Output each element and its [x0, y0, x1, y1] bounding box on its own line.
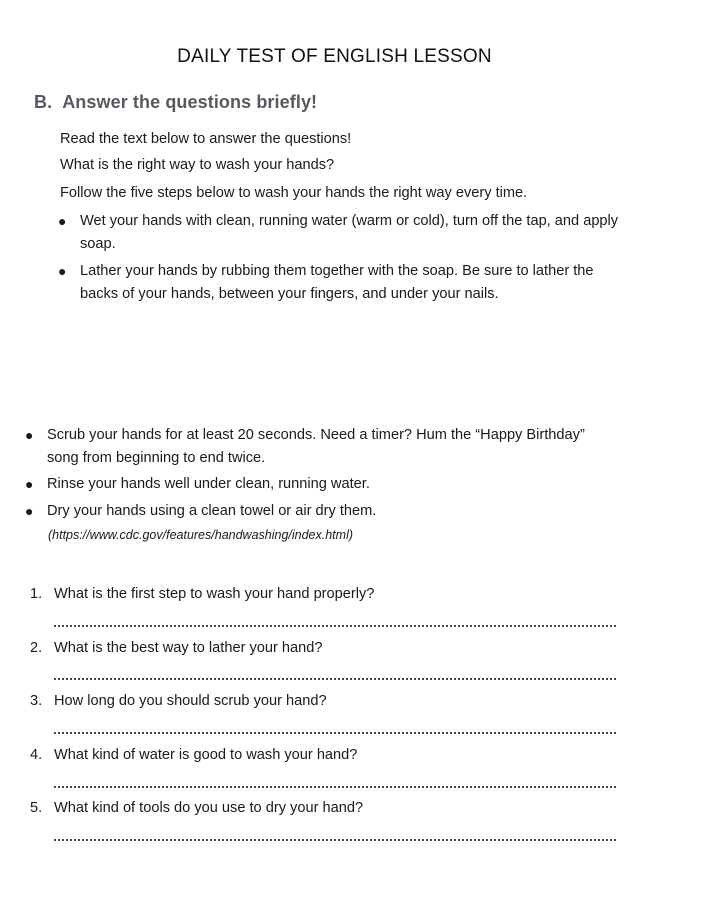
answer-line-3[interactable] — [54, 732, 616, 734]
section-letter: B. — [34, 92, 53, 112]
bullet-icon: ● — [58, 213, 67, 229]
question-2 — [30, 640, 323, 656]
question-5 — [30, 800, 363, 816]
bullet-icon: ● — [25, 503, 34, 519]
question-4 — [30, 747, 357, 763]
question-number: 1. — [30, 586, 43, 602]
bullet-icon: ● — [25, 476, 34, 492]
answer-line-1[interactable] — [54, 625, 616, 627]
answer-line-2[interactable] — [54, 678, 616, 680]
question-3 — [30, 693, 327, 709]
step-item — [25, 473, 370, 496]
question-number: 4. — [30, 747, 43, 763]
answer-line-4[interactable] — [54, 786, 616, 788]
source-citation: (https://www.cdc.gov/features/handwashing/index.html) — [48, 528, 354, 542]
step-line: Lather your hands by rubbing them together with the soap. Be sure to lather the — [80, 263, 594, 279]
step-item — [58, 210, 619, 256]
step-item — [25, 424, 585, 470]
intro-steps-lead: Follow the five steps below to wash your hands the right way every time. — [60, 185, 528, 201]
question-text: What is the best way to lather your hand? — [54, 640, 323, 656]
bullet-icon: ● — [25, 427, 34, 443]
question-text: What kind of water is good to wash your hand? — [54, 747, 358, 763]
question-number: 3. — [30, 693, 43, 709]
step-line: backs of your hands, between your fingers, and under your nails. — [80, 286, 499, 302]
intro-question: What is the right way to wash your hands? — [60, 157, 335, 173]
section-heading-text: Answer the questions briefly! — [62, 92, 318, 112]
answer-line-5[interactable] — [54, 839, 616, 841]
question-text: How long do you should scrub your hand? — [54, 693, 327, 709]
step-line: Wet your hands with clean, running water (warm or cold), turn off the tap, and apply — [80, 213, 619, 229]
step-line: song from beginning to end twice. — [47, 450, 266, 466]
page-title: DAILY TEST OF ENGLISH LESSON — [177, 46, 492, 67]
step-line: Rinse your hands well under clean, running water. — [47, 476, 370, 492]
step-line: Scrub your hands for at least 20 seconds. Need a timer? Hum the “Happy Birthday” — [47, 427, 585, 443]
intro-instruction: Read the text below to answer the questions! — [60, 131, 352, 147]
bullet-icon: ● — [58, 263, 67, 279]
step-item — [25, 500, 377, 523]
section-heading — [34, 92, 317, 113]
question-text: What is the first step to wash your hand properly? — [54, 586, 375, 602]
question-number: 5. — [30, 800, 43, 816]
question-text: What kind of tools do you use to dry your hand? — [54, 800, 364, 816]
question-number: 2. — [30, 640, 43, 656]
step-line: Dry your hands using a clean towel or air dry them. — [47, 503, 377, 519]
step-line: soap. — [80, 236, 116, 252]
step-item — [58, 260, 594, 306]
question-1 — [30, 586, 374, 602]
